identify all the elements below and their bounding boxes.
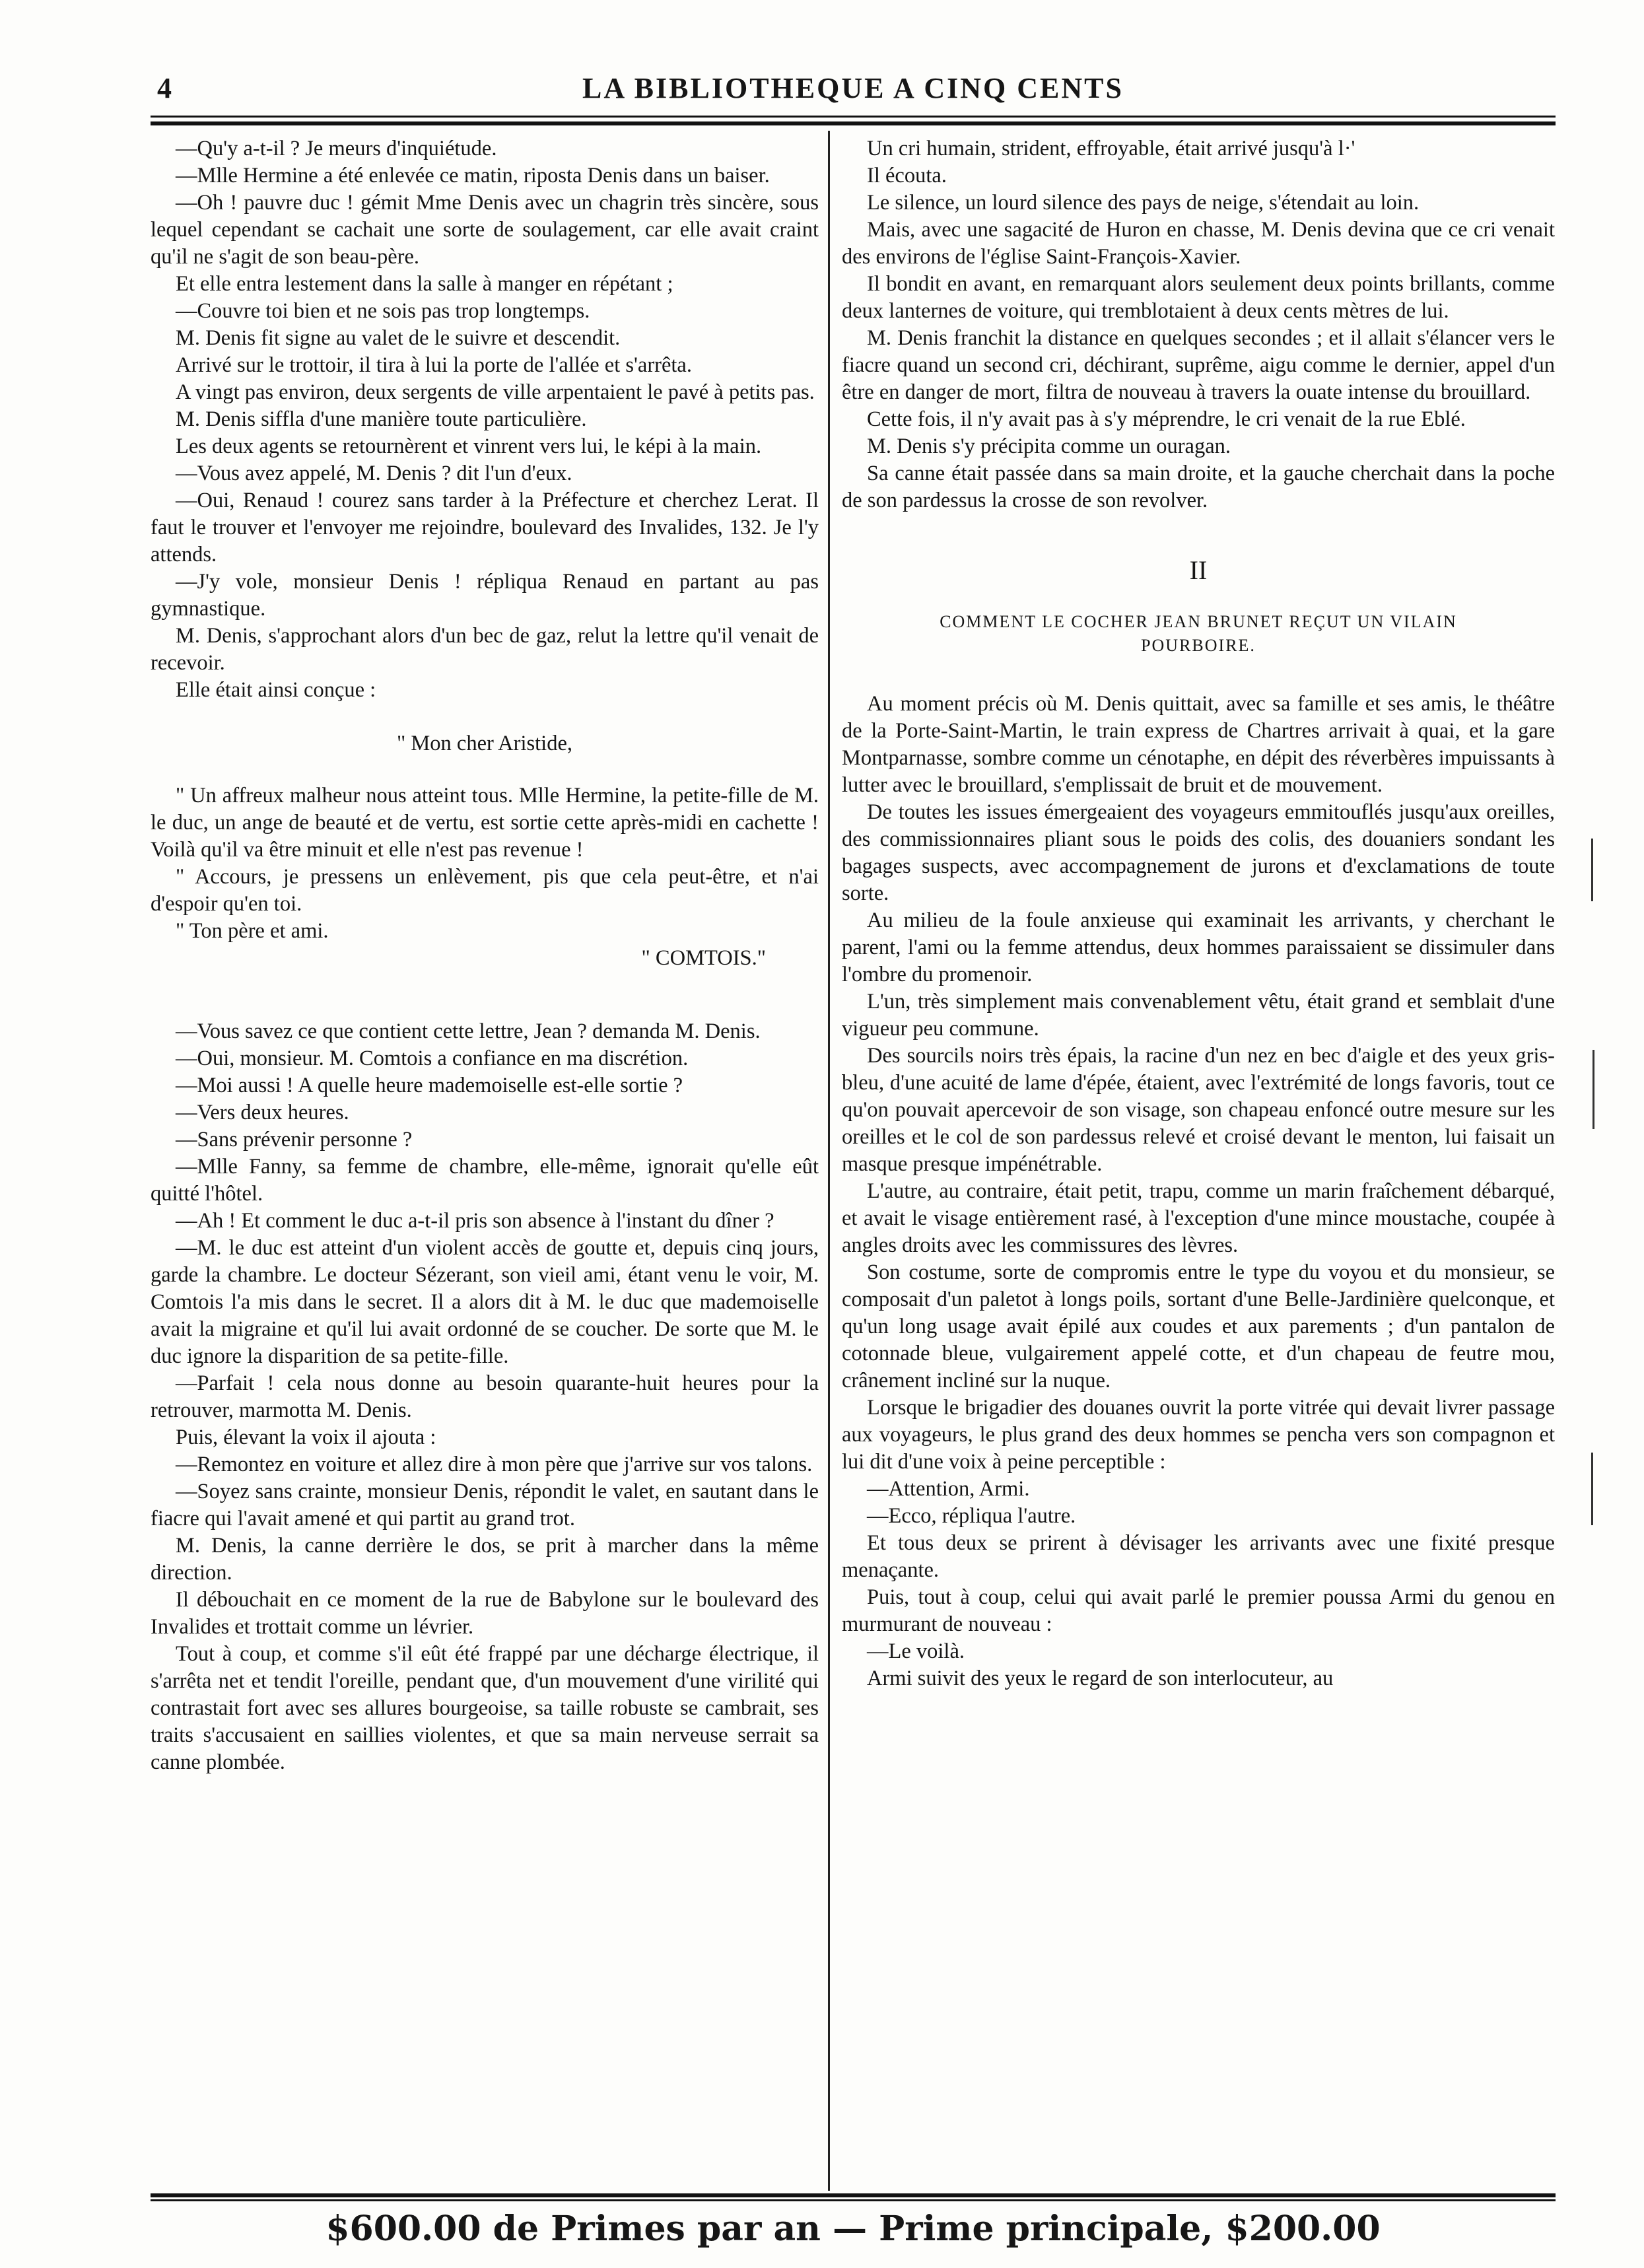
paragraph: —Soyez sans crainte, monsieur Denis, répondit le valet, en sautant dans le fiacre qui l'avait amené et qui partit au grand trot. — [151, 1480, 819, 1530]
paragraph: Armi suivit des yeux le regard de son interlocuteur, au — [867, 1667, 1334, 1690]
margin-mark — [1591, 1453, 1593, 1525]
left-column — [151, 135, 819, 2189]
paragraph: De toutes les issues émergeaient des voyageurs emmitouflés jusqu'aux oreilles, des commissionnaires pliant sous le poids des colis, des douaniers sondant les bagages suspects, avec accompagnement de jurons et d'exclamations de toute sorte. — [842, 800, 1555, 905]
paragraph: Puis, élevant la voix il ajouta : — [176, 1426, 436, 1449]
paragraph: L'autre, au contraire, était petit, trapu, comme un marin fraîchement débarqué, et avait le visage entièrement rasé, à l'exception d'une mince moustache, coupée à angles droits avec les commissures des lèvres. — [842, 1179, 1555, 1257]
paragraph: Le silence, un lourd silence des pays de neige, s'étendait au loin. — [867, 191, 1420, 215]
paragraph: —J'y vole, monsieur Denis ! répliqua Renaud en partant au pas gymnastique. — [151, 570, 819, 621]
paragraph: Et elle entra lestement dans la salle à manger en répétant ; — [176, 272, 673, 296]
letter-salutation: " Mon cher Aristide, — [397, 732, 572, 755]
left-paragraphs-continued — [151, 1018, 819, 1776]
paragraph: Les deux agents se retournèrent et vinrent vers lui, le képi à la main. — [176, 434, 762, 458]
footer-rule-thin — [151, 2199, 1556, 2201]
paragraph: M. Denis s'y précipita comme un ouragan. — [867, 434, 1231, 458]
paragraph: Et tous deux se prirent à dévisager les arrivants avec une fixité presque menaçante. — [842, 1531, 1555, 1582]
page-number: 4 — [157, 72, 172, 104]
chapter-number: II — [1189, 555, 1208, 585]
margin-mark — [1591, 839, 1593, 901]
paragraph: Il écouta. — [867, 164, 947, 188]
paragraph: —Oui, monsieur. M. Comtois a confiance en ma discrétion. — [176, 1047, 689, 1070]
header-rule-thin — [151, 116, 1556, 118]
paragraph: —Oui, Renaud ! courez sans tarder à la Préfecture et cherchez Lerat. Il faut le trouver et l'envoyer me rejoindre, boulevard des Invalides, 132. Je l'y attends. — [151, 489, 819, 567]
paragraph: M. Denis, s'approchant alors d'un bec de gaz, relut la lettre qu'il venait de recevoir. — [151, 624, 819, 675]
paragraph: Il bondit en avant, en remarquant alors seulement deux points brillants, comme deux lanternes de voiture, qui tremblotaient à deux cents mètres de lui. — [842, 272, 1555, 323]
right-column — [842, 135, 1555, 2189]
paragraph: Arrivé sur le trottoir, il tira à lui la porte de l'allée et s'arrêta. — [176, 353, 692, 377]
margin-mark — [1593, 1050, 1594, 1129]
paragraph: —Moi aussi ! A quelle heure mademoiselle est-elle sortie ? — [176, 1074, 683, 1097]
letter-body — [151, 782, 819, 945]
paragraph: —Le voilà. — [867, 1639, 965, 1663]
paragraph: —Remontez en voiture et allez dire à mon père que j'arrive sur vos talons. — [176, 1453, 813, 1476]
paragraph: —Oh ! pauvre duc ! gémit Mme Denis avec un chagrin très sincère, sous lequel cependant se cachait une sorte de soulagement, car elle avait craint qu'il ne s'agit de son beau-père. — [151, 191, 819, 269]
paragraph: —Couvre toi bien et ne sois pas trop longtemps. — [176, 299, 590, 323]
page-header — [151, 67, 1556, 114]
paragraph: Il débouchait en ce moment de la rue de Babylone sur le boulevard des Invalides et trottait comme un lévrier. — [151, 1588, 819, 1639]
paragraph: M. Denis franchit la distance en quelques secondes ; et il allait s'élancer vers le fiacre quand un second cri, déchirant, suprême, aigu comme le dernier, appel d'un être en danger de mort, filtra de nouveau à travers la ouate intense du brouillard. — [842, 326, 1555, 404]
paragraph: Mais, avec une sagacité de Huron en chasse, M. Denis devina que ce cri venait des environs de l'église Saint-François-Xavier. — [842, 218, 1555, 269]
chapter-title: COMMENT LE COCHER JEAN BRUNET REÇUT UN VILAIN POURBOIRE. — [940, 612, 1457, 655]
paragraph: Au milieu de la foule anxieuse qui examinait les arrivants, y cherchant le parent, l'ami ou la femme attendus, deux hommes paraissaient se dissimuler dans l'ombre du promenoir. — [842, 909, 1555, 986]
footer-banner: $600.00 de Primes par an — Prime principale, $200.00 — [325, 2209, 1381, 2249]
paragraph: Au moment précis où M. Denis quittait, avec sa famille et ses amis, le théâtre de la Porte-Saint-Martin, le train express de Chartres arrivait à quai, et la gare Montparnasse, sombre comme un cénotaphe, en dépit des réverbères impuissants à lutter avec le brouillard, s'emplissait de bruit et de mouvement. — [842, 692, 1555, 797]
paragraph: Sa canne était passée dans sa main droite, et la gauche cherchait dans la poche de son pardessus la crosse de son revolver. — [842, 462, 1555, 512]
paragraph: L'un, très simplement mais convenablement vêtu, était grand et semblait d'une vigueur peu commune. — [842, 990, 1555, 1041]
paragraph: " Ton père et ami. — [176, 919, 329, 943]
paragraph: A vingt pas environ, deux sergents de ville arpentaient le pavé à petits pas. — [176, 380, 815, 404]
right-paragraphs — [842, 135, 1555, 514]
left-paragraphs — [151, 135, 819, 704]
paragraph: M. Denis fit signe au valet de le suivre et descendit. — [176, 326, 621, 350]
paragraph: Cette fois, il n'y avait pas à s'y méprendre, le cri venait de la rue Eblé. — [867, 407, 1466, 431]
letter-signature: " COMTOIS." — [641, 946, 766, 970]
paragraph: Un cri humain, strident, effroyable, était arrivé jusqu'à l·' — [867, 137, 1355, 160]
letter — [151, 730, 819, 972]
paragraph: " Accours, je pressens un enlèvement, pis que cela peut-être, et n'ai d'espoir qu'en toi. — [151, 865, 819, 916]
paragraph: —Qu'y a-t-il ? Je meurs d'inquiétude. — [176, 137, 497, 160]
paragraph: —Mlle Hermine a été enlevée ce matin, riposta Denis dans un baiser. — [176, 164, 770, 188]
paragraph: Son costume, sorte de compromis entre le type du voyou et du monsieur, se composait d'un paletot à longs poils, sortant d'une Belle-Jardinière quelconque, et qu'un long usage avait épilé aux coudes et aux parements ; d'un pantalon de cotonnade bleue, vulgairement appelé cotte, et d'un chapeau de feutre mou, crânement incliné sur la nuque. — [842, 1260, 1555, 1392]
paragraph: Lorsque le brigadier des douanes ouvrit la porte vitrée qui devait livrer passage aux voyageurs, le plus grand des deux hommes se pencha vers son compagnon et lui dit d'une voix à peine perceptible : — [842, 1396, 1555, 1474]
paragraph: —Ah ! Et comment le duc a-t-il pris son absence à l'instant du dîner ? — [176, 1209, 774, 1233]
paragraph: —Sans prévenir personne ? — [176, 1128, 413, 1151]
paragraph: Elle était ainsi conçue : — [176, 678, 376, 702]
paragraph: Tout à coup, et comme s'il eût été frappé par une décharge électrique, il s'arrêta net et tendit l'oreille, pendant que, d'un mouvement d'une virilité qui contrastait fort avec ses allures bourgeoise, sa taille robuste se cambrait, ses traits s'accusaient en saillies violentes, et que sa main nerveuse serrait sa canne plombée. — [151, 1642, 819, 1774]
header-rule-thick — [151, 121, 1556, 125]
footer-rule-thick — [151, 2193, 1556, 2197]
paragraph: —Mlle Fanny, sa femme de chambre, elle-même, ignorait qu'elle eût quitté l'hôtel. — [151, 1155, 819, 1206]
paragraph: —Attention, Armi. — [867, 1477, 1030, 1501]
running-title: LA BIBLIOTHEQUE A CINQ CENTS — [582, 72, 1124, 104]
paragraph: Des sourcils noirs très épais, la racine d'un nez en bec d'aigle et des yeux gris-bleu, d'une acuité de lame d'épée, étaient, avec l'extrémité de longs favoris, tout ce qu'on pouvait apercevoir de son visage, son chapeau enfoncé outre mesure sur les oreilles et le col de son pardessus relevé et croisé devant le menton, lui faisait un masque presque impénétrable. — [842, 1044, 1555, 1176]
column-divider — [828, 131, 830, 2191]
paragraph: " Un affreux malheur nous atteint tous. Mlle Hermine, la petite-fille de M. le duc, un ange de beauté et de vertu, est sortie cette après-midi en cachette ! Voilà qu'il va être minuit et elle n'est pas revenue ! — [151, 784, 819, 862]
paragraph: Puis, tout à coup, celui qui avait parlé le premier poussa Armi du genou en murmurant de nouveau : — [842, 1585, 1555, 1636]
paragraph: —Vers deux heures. — [176, 1101, 349, 1124]
paragraph: —Parfait ! cela nous donne au besoin quarante-huit heures pour la retrouver, marmotta M. Denis. — [151, 1371, 819, 1422]
paragraph: —Ecco, répliqua l'autre. — [867, 1504, 1076, 1528]
paragraph: —Vous avez appelé, M. Denis ? dit l'un d'eux. — [176, 462, 572, 485]
paragraph: M. Denis, la canne derrière le dos, se prit à marcher dans la même direction. — [151, 1534, 819, 1585]
paragraph: —M. le duc est atteint d'un violent accès de goutte et, depuis cinq jours, garde la chambre. Le docteur Sézerant, son vieil ami, étant venu le voir, M. Comtois l'a mis dans le secret. Il a alors dit à M. le duc que mademoiselle avait la migraine et qu'il lui avait ordonné de se coucher. De sorte que M. le duc ignore la disparition de sa petite-fille. — [151, 1236, 819, 1368]
paragraph: M. Denis siffla d'une manière toute particulière. — [176, 407, 587, 431]
paragraph: —Vous savez ce que contient cette lettre, Jean ? demanda M. Denis. — [176, 1019, 761, 1043]
right-paragraphs-continued — [842, 691, 1555, 1692]
